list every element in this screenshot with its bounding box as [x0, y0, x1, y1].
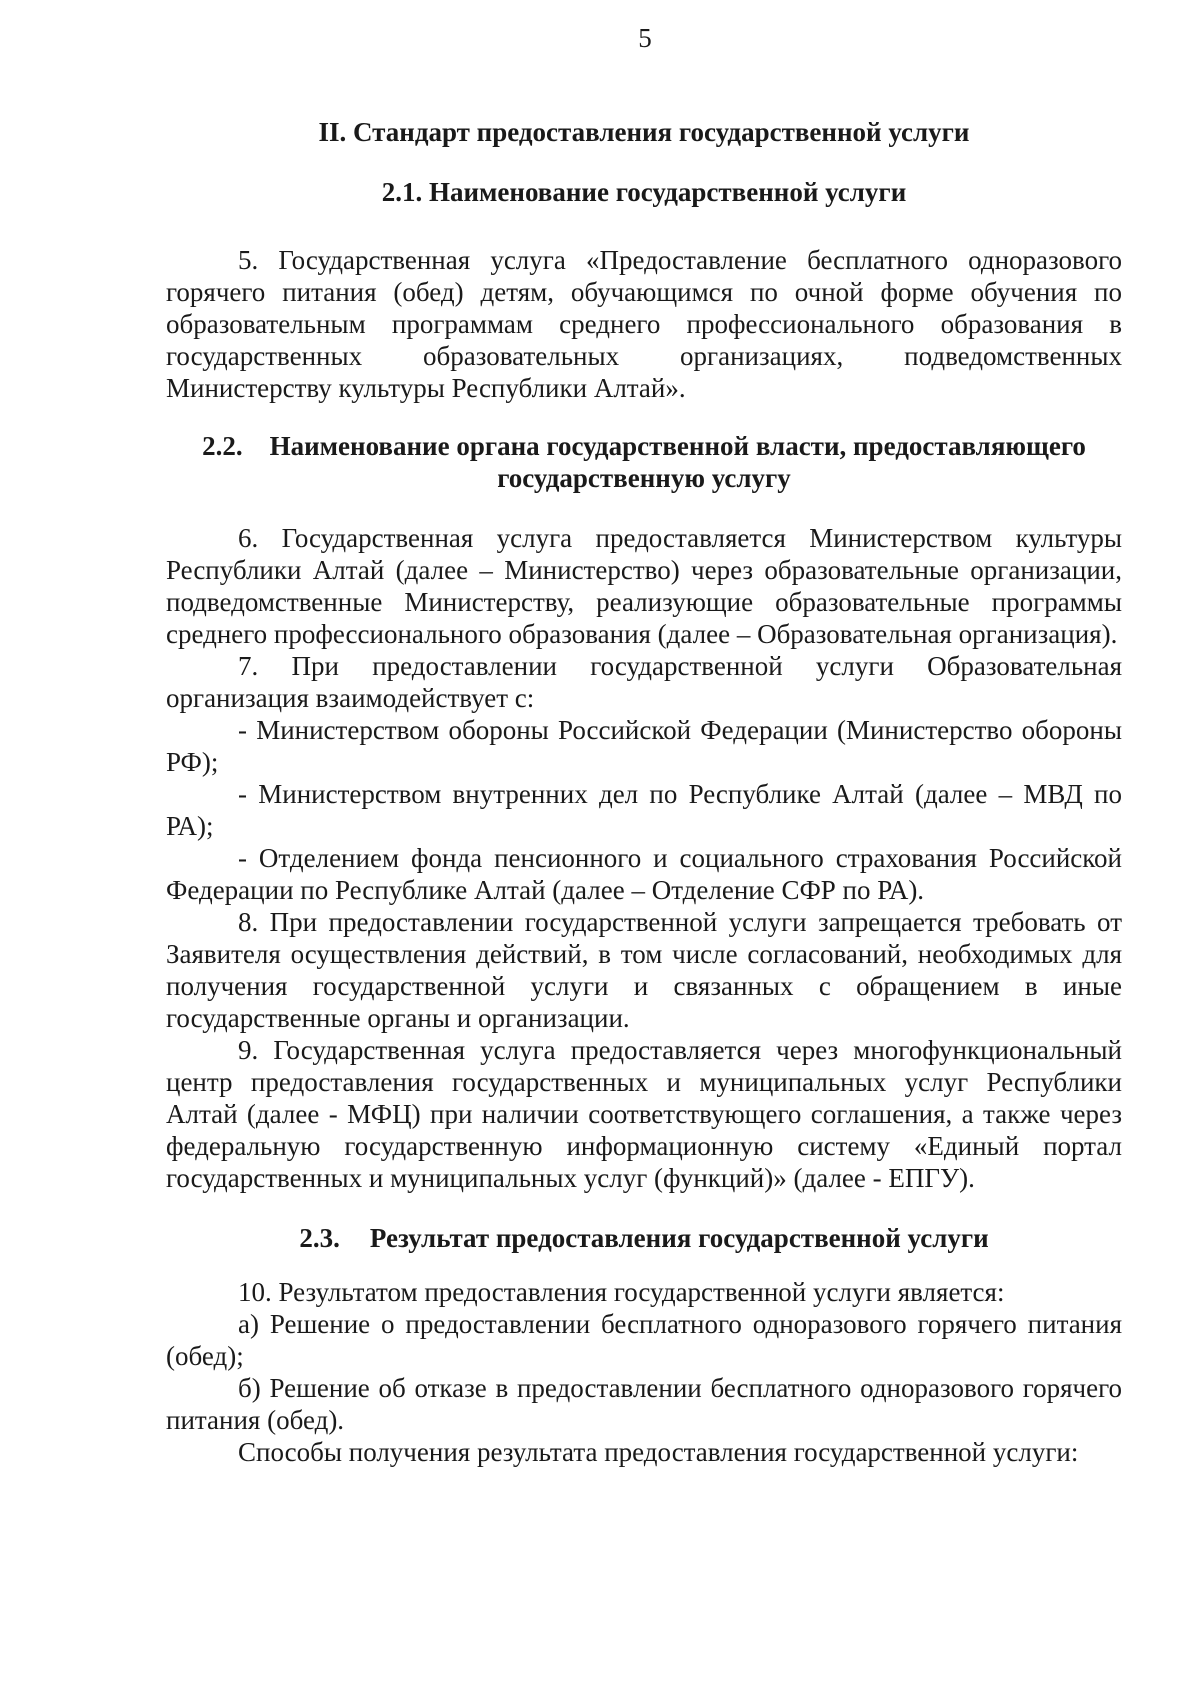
page-number: 5: [638, 23, 652, 53]
subsection-heading-2-1: 2.1. Наименование государственной услуги: [381, 177, 907, 207]
list-item-7-1: - Министерством обороны Российской Федерации (Министерство обороны РФ);: [166, 715, 1122, 777]
paragraph-5: 5. Государственная услуга «Предоставление бесплатного одноразового горячего питания (обед) детям, обучающимся по очной форме обучения по образовательным программам среднего профессионального образования в государственных образовательных организациях, подведомственных Министерству культуры Республики Алтай».: [166, 245, 1122, 403]
list-item-7-2: - Министерством внутренних дел по Республике Алтай (далее – МВД по РА);: [166, 779, 1122, 841]
subsection-title-2-2-line1: Наименование органа государственной власти, предоставляющего: [269, 431, 1086, 461]
paragraph-10: 10. Результатом предоставления государственной услуги является:: [238, 1277, 1005, 1307]
list-item-10-b: б) Решение об отказе в предоставлении бесплатного одноразового горячего питания (обед).: [166, 1373, 1122, 1435]
paragraph-9: 9. Государственная услуга предоставляется через многофункциональный центр предоставления государственных и муниципальных услуг Республики Алтай (далее - МФЦ) при наличии соответствующего соглашения, а также через федеральную государственную информационную систему «Единый портал государственных и муниципальных услуг (функций)» (далее - ЕПГУ).: [166, 1035, 1122, 1193]
subsection-heading-2-2: [166, 430, 1122, 494]
list-item-7-3: - Отделением фонда пенсионного и социального страхования Российской Федерации по Республике Алтай (далее – Отделение СФР по РА).: [166, 843, 1122, 905]
paragraph-8: 8. При предоставлении государственной услуги запрещается требовать от Заявителя осуществления действий, в том числе согласований, необходимых для получения государственной услуги и связанных с обращением в иные государственные органы и организации.: [166, 907, 1122, 1033]
subsection-heading-2-3: [166, 1222, 1122, 1254]
subsection-number-2-3: 2.3.: [299, 1223, 340, 1253]
paragraph-6: 6. Государственная услуга предоставляется Министерством культуры Республики Алтай (далее – Министерство) через образовательные организации, подведомственные Министерству, реализующие образовательные программы среднего профессионального образования (далее – Образовательная организация).: [166, 523, 1122, 649]
subsection-title-2-3: Результат предоставления государственной услуги: [369, 1223, 989, 1253]
subsection-heading-2-2-line1: [166, 430, 1122, 462]
subsection-title-2-2-line2: государственную услугу: [497, 463, 791, 493]
document-body: [166, 112, 1122, 1468]
paragraph-methods: Способы получения результата предоставления государственной услуги:: [238, 1437, 1079, 1467]
subsection-number-2-2: 2.2.: [202, 431, 243, 461]
section-heading-main: II. Стандарт предоставления государственной услуги: [318, 117, 970, 147]
paragraph-7: 7. При предоставлении государственной услуги Образовательная организация взаимодействует с:: [166, 651, 1122, 713]
list-item-10-a: а) Решение о предоставлении бесплатного одноразового горячего питания (обед);: [166, 1309, 1122, 1371]
